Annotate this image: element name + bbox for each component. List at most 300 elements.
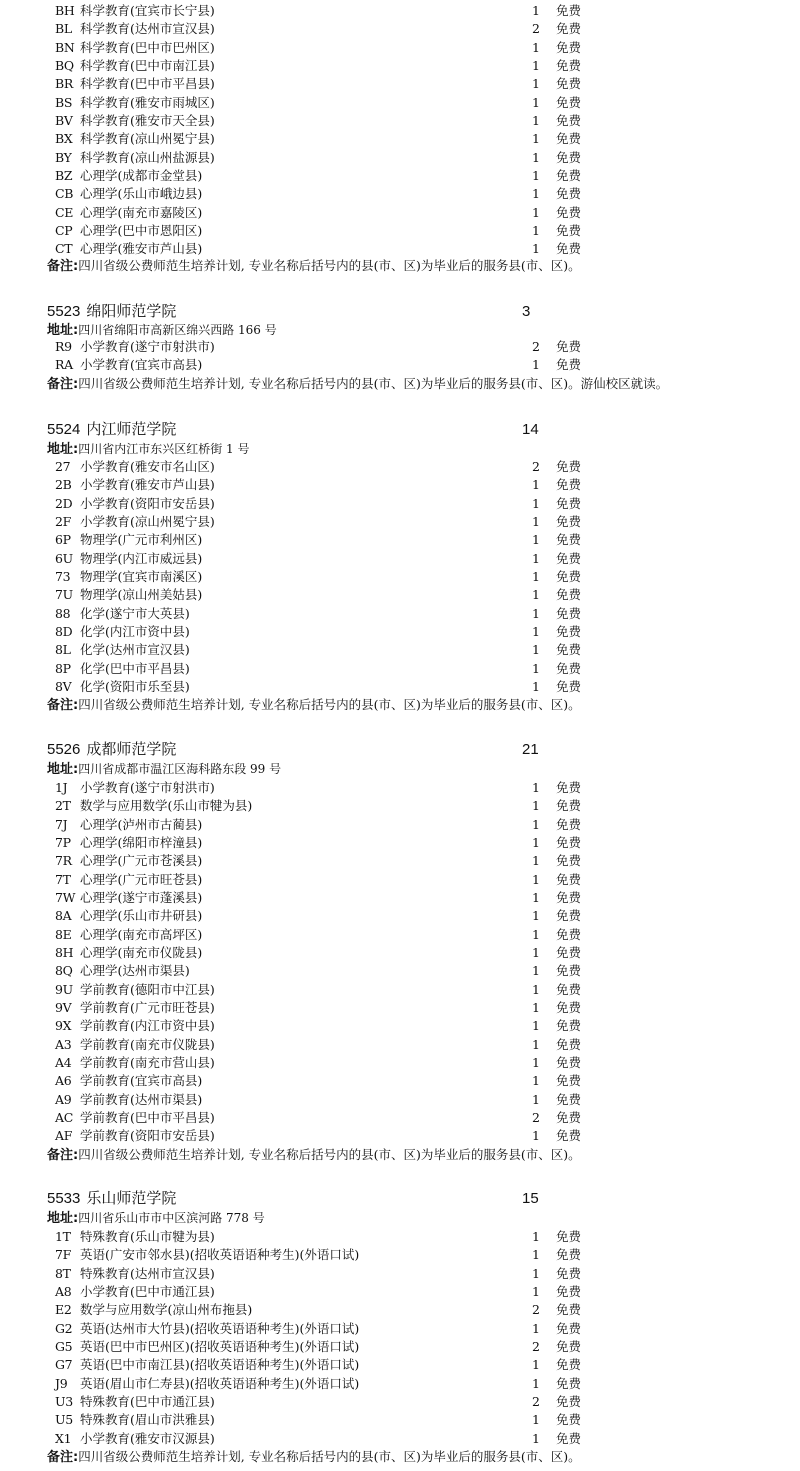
table-row bbox=[0, 1393, 800, 1411]
school-name: 成都师范学院 bbox=[86, 741, 177, 758]
tuition-fee: 免费 bbox=[556, 495, 582, 511]
tuition-fee: 免费 bbox=[556, 798, 582, 814]
plan-count: 1 bbox=[532, 660, 540, 676]
plan-count: 1 bbox=[532, 39, 540, 55]
plan-count: 1 bbox=[532, 890, 540, 905]
major-name: 心理学(乐山市井研县) bbox=[80, 908, 203, 924]
address-label: 地址: bbox=[47, 442, 79, 457]
major-name: 心理学(巴中市恩阳区) bbox=[80, 223, 203, 238]
major-code: A3 bbox=[55, 1036, 72, 1052]
plan-count: 1 bbox=[532, 1357, 540, 1373]
major-code: 7R bbox=[55, 853, 72, 869]
table-row bbox=[0, 513, 800, 531]
major-name: 英语(眉山市仁寿县)(招收英语语种考生)(外语口试) bbox=[80, 1375, 360, 1391]
table-row bbox=[0, 871, 800, 889]
plan-count: 1 bbox=[532, 94, 540, 110]
major-name: 科学教育(凉山州冕宁县) bbox=[80, 131, 215, 147]
school-header bbox=[47, 302, 176, 322]
tuition-fee: 免费 bbox=[556, 587, 582, 603]
school-address bbox=[47, 760, 281, 778]
plan-count: 1 bbox=[532, 1073, 540, 1089]
major-name: 心理学(达州市渠县) bbox=[80, 963, 190, 979]
major-name: 心理学(广元市旺苍县) bbox=[80, 871, 203, 887]
address-value: 四川省乐山市市中区滨河路 778 号 bbox=[78, 1211, 265, 1225]
plan-count: 1 bbox=[532, 1128, 540, 1144]
major-code: 8V bbox=[55, 679, 72, 694]
tuition-fee: 免费 bbox=[556, 816, 582, 832]
major-code: AF bbox=[55, 1128, 73, 1144]
plan-count: 1 bbox=[532, 679, 540, 694]
plan-count: 1 bbox=[532, 945, 540, 960]
tuition-fee: 免费 bbox=[556, 3, 582, 18]
table-row bbox=[0, 797, 800, 815]
school-header bbox=[47, 740, 176, 760]
plan-count: 1 bbox=[532, 926, 540, 942]
major-name: 数学与应用数学(凉山州布拖县) bbox=[80, 1302, 253, 1318]
major-code: BV bbox=[55, 113, 73, 128]
table-row bbox=[0, 112, 800, 130]
major-name: 科学教育(雅安市天全县) bbox=[80, 113, 215, 128]
tuition-fee: 免费 bbox=[556, 1036, 582, 1052]
plan-count: 1 bbox=[532, 113, 540, 128]
tuition-fee: 免费 bbox=[556, 514, 582, 529]
table-row bbox=[0, 641, 800, 659]
tuition-fee: 免费 bbox=[556, 76, 582, 92]
major-code: 8T bbox=[55, 1265, 71, 1281]
major-code: 6P bbox=[55, 532, 71, 548]
major-code: CE bbox=[55, 204, 74, 220]
major-name: 特殊教育(乐山市犍为县) bbox=[80, 1229, 215, 1244]
table-row bbox=[0, 779, 800, 797]
major-code: 8P bbox=[55, 660, 71, 676]
note-text: 四川省级公费师范生培养计划, 专业名称后括号内的县(市、区)为毕业后的服务县(市、区)。 bbox=[78, 1449, 581, 1464]
table-row bbox=[0, 1301, 800, 1319]
tuition-fee: 免费 bbox=[556, 1265, 582, 1281]
tuition-fee: 免费 bbox=[556, 1320, 582, 1336]
table-row bbox=[0, 1036, 800, 1054]
major-name: 小学教育(宜宾市高县) bbox=[80, 357, 203, 373]
major-code: 2T bbox=[55, 798, 71, 814]
tuition-fee: 免费 bbox=[556, 1091, 582, 1107]
plan-count: 1 bbox=[532, 204, 540, 220]
plan-count: 1 bbox=[532, 1430, 540, 1446]
plan-count: 1 bbox=[532, 477, 540, 493]
plan-count: 2 bbox=[532, 339, 540, 354]
major-code: CP bbox=[55, 223, 73, 238]
major-code: 2D bbox=[55, 495, 73, 511]
major-code: U3 bbox=[55, 1394, 73, 1409]
table-row bbox=[0, 889, 800, 907]
table-row bbox=[0, 240, 800, 258]
table-row bbox=[0, 20, 800, 38]
plan-count: 1 bbox=[532, 1265, 540, 1281]
tuition-fee: 免费 bbox=[556, 131, 582, 147]
tuition-fee: 免费 bbox=[556, 21, 582, 37]
major-name: 心理学(广元市苍溪县) bbox=[80, 853, 203, 869]
plan-count: 1 bbox=[532, 1091, 540, 1107]
tuition-fee: 免费 bbox=[556, 339, 582, 354]
major-name: 特殊教育(达州市宣汉县) bbox=[80, 1265, 215, 1281]
school-total-count: 15 bbox=[522, 1190, 539, 1207]
major-code: 8Q bbox=[55, 963, 73, 979]
major-name: 心理学(南充市仪陇县) bbox=[80, 945, 203, 960]
major-code: G5 bbox=[55, 1339, 73, 1354]
school-code: 5523 bbox=[47, 303, 81, 320]
table-row bbox=[0, 962, 800, 980]
major-name: 小学教育(雅安市芦山县) bbox=[80, 477, 215, 493]
section-note bbox=[47, 257, 581, 275]
note-label: 备注: bbox=[47, 1148, 79, 1163]
plan-count: 2 bbox=[532, 1302, 540, 1318]
table-row bbox=[0, 834, 800, 852]
major-code: BZ bbox=[55, 168, 73, 183]
plan-count: 2 bbox=[532, 1109, 540, 1125]
major-name: 心理学(成都市金堂县) bbox=[80, 168, 203, 183]
school-header bbox=[47, 420, 176, 440]
tuition-fee: 免费 bbox=[556, 168, 582, 183]
major-name: 英语(巴中市巴州区)(招收英语语种考生)(外语口试) bbox=[80, 1339, 360, 1354]
plan-count: 1 bbox=[532, 642, 540, 658]
major-name: 化学(资阳市乐至县) bbox=[80, 679, 190, 694]
address-label: 地址: bbox=[47, 323, 79, 338]
table-row bbox=[0, 130, 800, 148]
major-code: G7 bbox=[55, 1357, 73, 1373]
tuition-fee: 免费 bbox=[556, 835, 582, 850]
table-row bbox=[0, 531, 800, 549]
major-code: RA bbox=[55, 357, 73, 373]
major-name: 心理学(雅安市芦山县) bbox=[80, 241, 203, 257]
table-row bbox=[0, 1228, 800, 1246]
table-row bbox=[0, 222, 800, 240]
tuition-fee: 免费 bbox=[556, 926, 582, 942]
school-code: 5526 bbox=[47, 741, 81, 758]
plan-count: 1 bbox=[532, 624, 540, 639]
table-row bbox=[0, 660, 800, 678]
major-name: 科学教育(巴中市巴州区) bbox=[80, 39, 215, 55]
plan-count: 1 bbox=[532, 1036, 540, 1052]
table-row bbox=[0, 1127, 800, 1145]
plan-count: 1 bbox=[532, 569, 540, 584]
major-code: 7T bbox=[55, 871, 71, 887]
major-code: BX bbox=[55, 131, 73, 147]
major-code: BH bbox=[55, 3, 75, 18]
plan-count: 1 bbox=[532, 223, 540, 238]
major-name: 学前教育(广元市旺苍县) bbox=[80, 1000, 215, 1015]
plan-count: 2 bbox=[532, 1394, 540, 1409]
major-code: 8H bbox=[55, 945, 74, 960]
table-row bbox=[0, 926, 800, 944]
plan-count: 1 bbox=[532, 1055, 540, 1070]
plan-count: 1 bbox=[532, 908, 540, 924]
major-name: 小学教育(遂宁市射洪市) bbox=[80, 780, 215, 795]
table-row bbox=[0, 1375, 800, 1393]
major-name: 科学教育(达州市宣汉县) bbox=[80, 21, 215, 37]
major-code: X1 bbox=[55, 1430, 72, 1446]
school-header bbox=[47, 1189, 176, 1209]
major-code: R9 bbox=[55, 339, 72, 354]
plan-count: 1 bbox=[532, 1375, 540, 1391]
table-row bbox=[0, 476, 800, 494]
plan-count: 1 bbox=[532, 853, 540, 869]
plan-count: 1 bbox=[532, 76, 540, 92]
tuition-fee: 免费 bbox=[556, 459, 582, 474]
major-name: 物理学(宜宾市南溪区) bbox=[80, 569, 203, 584]
major-code: 8L bbox=[55, 642, 71, 658]
school-address bbox=[47, 321, 277, 339]
tuition-fee: 免费 bbox=[556, 113, 582, 128]
plan-count: 1 bbox=[532, 963, 540, 979]
table-row bbox=[0, 1265, 800, 1283]
tuition-fee: 免费 bbox=[556, 679, 582, 694]
tuition-fee: 免费 bbox=[556, 981, 582, 997]
tuition-fee: 免费 bbox=[556, 223, 582, 238]
address-value: 四川省成都市温江区海科路东段 99 号 bbox=[78, 762, 282, 776]
major-code: J9 bbox=[55, 1375, 68, 1391]
major-name: 小学教育(雅安市汉源县) bbox=[80, 1430, 215, 1446]
tuition-fee: 免费 bbox=[556, 624, 582, 639]
major-name: 数学与应用数学(乐山市犍为县) bbox=[80, 798, 253, 814]
table-row bbox=[0, 1091, 800, 1109]
plan-count: 1 bbox=[532, 871, 540, 887]
major-code: 88 bbox=[55, 605, 71, 621]
plan-count: 1 bbox=[532, 514, 540, 529]
tuition-fee: 免费 bbox=[556, 58, 582, 73]
tuition-fee: 免费 bbox=[556, 241, 582, 257]
tuition-fee: 免费 bbox=[556, 204, 582, 220]
table-row bbox=[0, 999, 800, 1017]
table-row bbox=[0, 167, 800, 185]
plan-count: 1 bbox=[532, 1000, 540, 1015]
school-total-count: 14 bbox=[522, 421, 539, 438]
table-row bbox=[0, 1430, 800, 1448]
major-code: CT bbox=[55, 241, 73, 257]
table-row bbox=[0, 1356, 800, 1374]
major-name: 化学(达州市宣汉县) bbox=[80, 642, 190, 658]
tuition-fee: 免费 bbox=[556, 871, 582, 887]
table-row bbox=[0, 1320, 800, 1338]
plan-count: 2 bbox=[532, 1339, 540, 1354]
major-code: BY bbox=[55, 149, 72, 165]
tuition-fee: 免费 bbox=[556, 1055, 582, 1070]
major-name: 小学教育(资阳市安岳县) bbox=[80, 495, 215, 511]
plan-count: 1 bbox=[532, 1229, 540, 1244]
tuition-fee: 免费 bbox=[556, 890, 582, 905]
table-row bbox=[0, 1109, 800, 1127]
table-row bbox=[0, 907, 800, 925]
major-code: 7U bbox=[55, 587, 73, 603]
plan-count: 1 bbox=[532, 835, 540, 850]
major-name: 化学(遂宁市大英县) bbox=[80, 605, 190, 621]
major-name: 小学教育(巴中市通江县) bbox=[80, 1284, 215, 1299]
table-row bbox=[0, 75, 800, 93]
tuition-fee: 免费 bbox=[556, 1247, 582, 1263]
plan-count: 1 bbox=[532, 587, 540, 603]
major-code: BS bbox=[55, 94, 73, 110]
tuition-fee: 免费 bbox=[556, 1394, 582, 1409]
tuition-fee: 免费 bbox=[556, 1109, 582, 1125]
note-text: 四川省级公费师范生培养计划, 专业名称后括号内的县(市、区)为毕业后的服务县(市、区)。 bbox=[78, 1147, 581, 1162]
note-label: 备注: bbox=[47, 1450, 79, 1465]
major-name: 小学教育(雅安市名山区) bbox=[80, 459, 215, 474]
table-row bbox=[0, 94, 800, 112]
plan-count: 2 bbox=[532, 459, 540, 474]
table-row bbox=[0, 550, 800, 568]
major-code: 8E bbox=[55, 926, 72, 942]
tuition-fee: 免费 bbox=[556, 1302, 582, 1318]
plan-count: 1 bbox=[532, 131, 540, 147]
major-name: 小学教育(遂宁市射洪市) bbox=[80, 339, 215, 354]
plan-count: 1 bbox=[532, 1412, 540, 1428]
note-label: 备注: bbox=[47, 698, 79, 713]
major-name: 心理学(泸州市古蔺县) bbox=[80, 816, 203, 832]
table-row bbox=[0, 1283, 800, 1301]
table-row bbox=[0, 852, 800, 870]
section-note bbox=[47, 1448, 581, 1466]
tuition-fee: 免费 bbox=[556, 1375, 582, 1391]
plan-count: 1 bbox=[532, 241, 540, 257]
tuition-fee: 免费 bbox=[556, 186, 582, 202]
major-name: 学前教育(德阳市中江县) bbox=[80, 981, 215, 997]
tuition-fee: 免费 bbox=[556, 39, 582, 55]
major-name: 科学教育(凉山州盐源县) bbox=[80, 149, 215, 165]
school-name: 乐山师范学院 bbox=[86, 1190, 177, 1207]
major-code: 2B bbox=[55, 477, 72, 493]
table-row bbox=[0, 1017, 800, 1035]
major-code: 9X bbox=[55, 1018, 72, 1034]
plan-count: 1 bbox=[532, 605, 540, 621]
tuition-fee: 免费 bbox=[556, 532, 582, 548]
tuition-fee: 免费 bbox=[556, 963, 582, 979]
tuition-fee: 免费 bbox=[556, 569, 582, 584]
major-name: 物理学(内江市威远县) bbox=[80, 550, 203, 566]
plan-count: 1 bbox=[532, 1320, 540, 1336]
table-row bbox=[0, 623, 800, 641]
major-code: 7J bbox=[55, 816, 68, 832]
major-code: 1T bbox=[55, 1229, 71, 1244]
table-row bbox=[0, 678, 800, 696]
major-name: 心理学(南充市高坪区) bbox=[80, 926, 203, 942]
major-name: 英语(广安市邻水县)(招收英语语种考生)(外语口试) bbox=[80, 1247, 360, 1263]
major-code: 8D bbox=[55, 624, 73, 639]
major-name: 学前教育(巴中市平昌县) bbox=[80, 1109, 215, 1125]
tuition-fee: 免费 bbox=[556, 1018, 582, 1034]
major-code: 7W bbox=[55, 890, 76, 905]
table-row bbox=[0, 338, 800, 356]
table-row bbox=[0, 204, 800, 222]
address-value: 四川省绵阳市高新区绵兴西路 166 号 bbox=[78, 323, 277, 337]
table-row bbox=[0, 356, 800, 374]
note-text: 四川省级公费师范生培养计划, 专业名称后括号内的县(市、区)为毕业后的服务县(市、区)。 bbox=[78, 258, 581, 273]
table-row bbox=[0, 1072, 800, 1090]
section-note bbox=[47, 1146, 581, 1164]
major-name: 英语(巴中市南江县)(招收英语语种考生)(外语口试) bbox=[80, 1357, 360, 1373]
major-name: 学前教育(宜宾市高县) bbox=[80, 1073, 203, 1089]
tuition-fee: 免费 bbox=[556, 945, 582, 960]
tuition-fee: 免费 bbox=[556, 1284, 582, 1299]
major-name: 学前教育(资阳市安岳县) bbox=[80, 1128, 215, 1144]
major-code: 2F bbox=[55, 514, 72, 529]
major-code: BR bbox=[55, 76, 73, 92]
plan-count: 1 bbox=[532, 357, 540, 373]
tuition-fee: 免费 bbox=[556, 550, 582, 566]
major-name: 科学教育(雅安市雨城区) bbox=[80, 94, 215, 110]
major-code: 9V bbox=[55, 1000, 72, 1015]
table-row bbox=[0, 816, 800, 834]
table-row bbox=[0, 185, 800, 203]
note-label: 备注: bbox=[47, 259, 79, 274]
table-row bbox=[0, 1338, 800, 1356]
school-code: 5533 bbox=[47, 1190, 81, 1207]
major-code: 1J bbox=[55, 780, 68, 795]
table-row bbox=[0, 605, 800, 623]
major-code: E2 bbox=[55, 1302, 72, 1318]
plan-count: 1 bbox=[532, 168, 540, 183]
major-name: 化学(巴中市平昌县) bbox=[80, 660, 190, 676]
address-value: 四川省内江市东兴区红桥街 1 号 bbox=[78, 442, 250, 456]
major-name: 科学教育(宜宾市长宁县) bbox=[80, 3, 215, 18]
tuition-fee: 免费 bbox=[556, 149, 582, 165]
tuition-fee: 免费 bbox=[556, 780, 582, 795]
table-row bbox=[0, 981, 800, 999]
section-note bbox=[47, 696, 581, 714]
tuition-fee: 免费 bbox=[556, 1339, 582, 1354]
school-code: 5524 bbox=[47, 421, 81, 438]
plan-count: 1 bbox=[532, 798, 540, 814]
major-code: BL bbox=[55, 21, 72, 37]
table-row bbox=[0, 57, 800, 75]
table-row bbox=[0, 2, 800, 20]
plan-count: 1 bbox=[532, 816, 540, 832]
tuition-fee: 免费 bbox=[556, 357, 582, 373]
plan-count: 1 bbox=[532, 1018, 540, 1034]
major-code: 7P bbox=[55, 835, 71, 850]
major-name: 学前教育(达州市渠县) bbox=[80, 1091, 203, 1107]
major-code: CB bbox=[55, 186, 74, 202]
major-name: 科学教育(巴中市南江县) bbox=[80, 58, 215, 73]
table-row bbox=[0, 495, 800, 513]
tuition-fee: 免费 bbox=[556, 1000, 582, 1015]
major-name: 心理学(遂宁市蓬溪县) bbox=[80, 890, 203, 905]
address-label: 地址: bbox=[47, 1211, 79, 1226]
table-row bbox=[0, 1246, 800, 1264]
school-name: 绵阳师范学院 bbox=[86, 303, 177, 320]
school-address bbox=[47, 1209, 265, 1227]
major-code: 8A bbox=[55, 908, 72, 924]
table-row bbox=[0, 586, 800, 604]
major-name: 心理学(乐山市峨边县) bbox=[80, 186, 203, 202]
table-row bbox=[0, 1054, 800, 1072]
plan-count: 1 bbox=[532, 532, 540, 548]
tuition-fee: 免费 bbox=[556, 853, 582, 869]
table-row bbox=[0, 149, 800, 167]
major-code: BQ bbox=[55, 58, 74, 73]
major-name: 小学教育(凉山州冕宁县) bbox=[80, 514, 215, 529]
major-code: G2 bbox=[55, 1320, 73, 1336]
major-name: 特殊教育(眉山市洪雅县) bbox=[80, 1412, 215, 1428]
major-code: AC bbox=[55, 1109, 73, 1125]
major-code: A9 bbox=[55, 1091, 72, 1107]
address-label: 地址: bbox=[47, 762, 79, 777]
plan-count: 1 bbox=[532, 149, 540, 165]
note-label: 备注: bbox=[47, 377, 79, 392]
tuition-fee: 免费 bbox=[556, 660, 582, 676]
tuition-fee: 免费 bbox=[556, 1430, 582, 1446]
plan-count: 1 bbox=[532, 1247, 540, 1263]
tuition-fee: 免费 bbox=[556, 1073, 582, 1089]
major-name: 学前教育(南充市仪陇县) bbox=[80, 1036, 215, 1052]
plan-count: 1 bbox=[532, 1284, 540, 1299]
major-name: 英语(达州市大竹县)(招收英语语种考生)(外语口试) bbox=[80, 1320, 360, 1336]
